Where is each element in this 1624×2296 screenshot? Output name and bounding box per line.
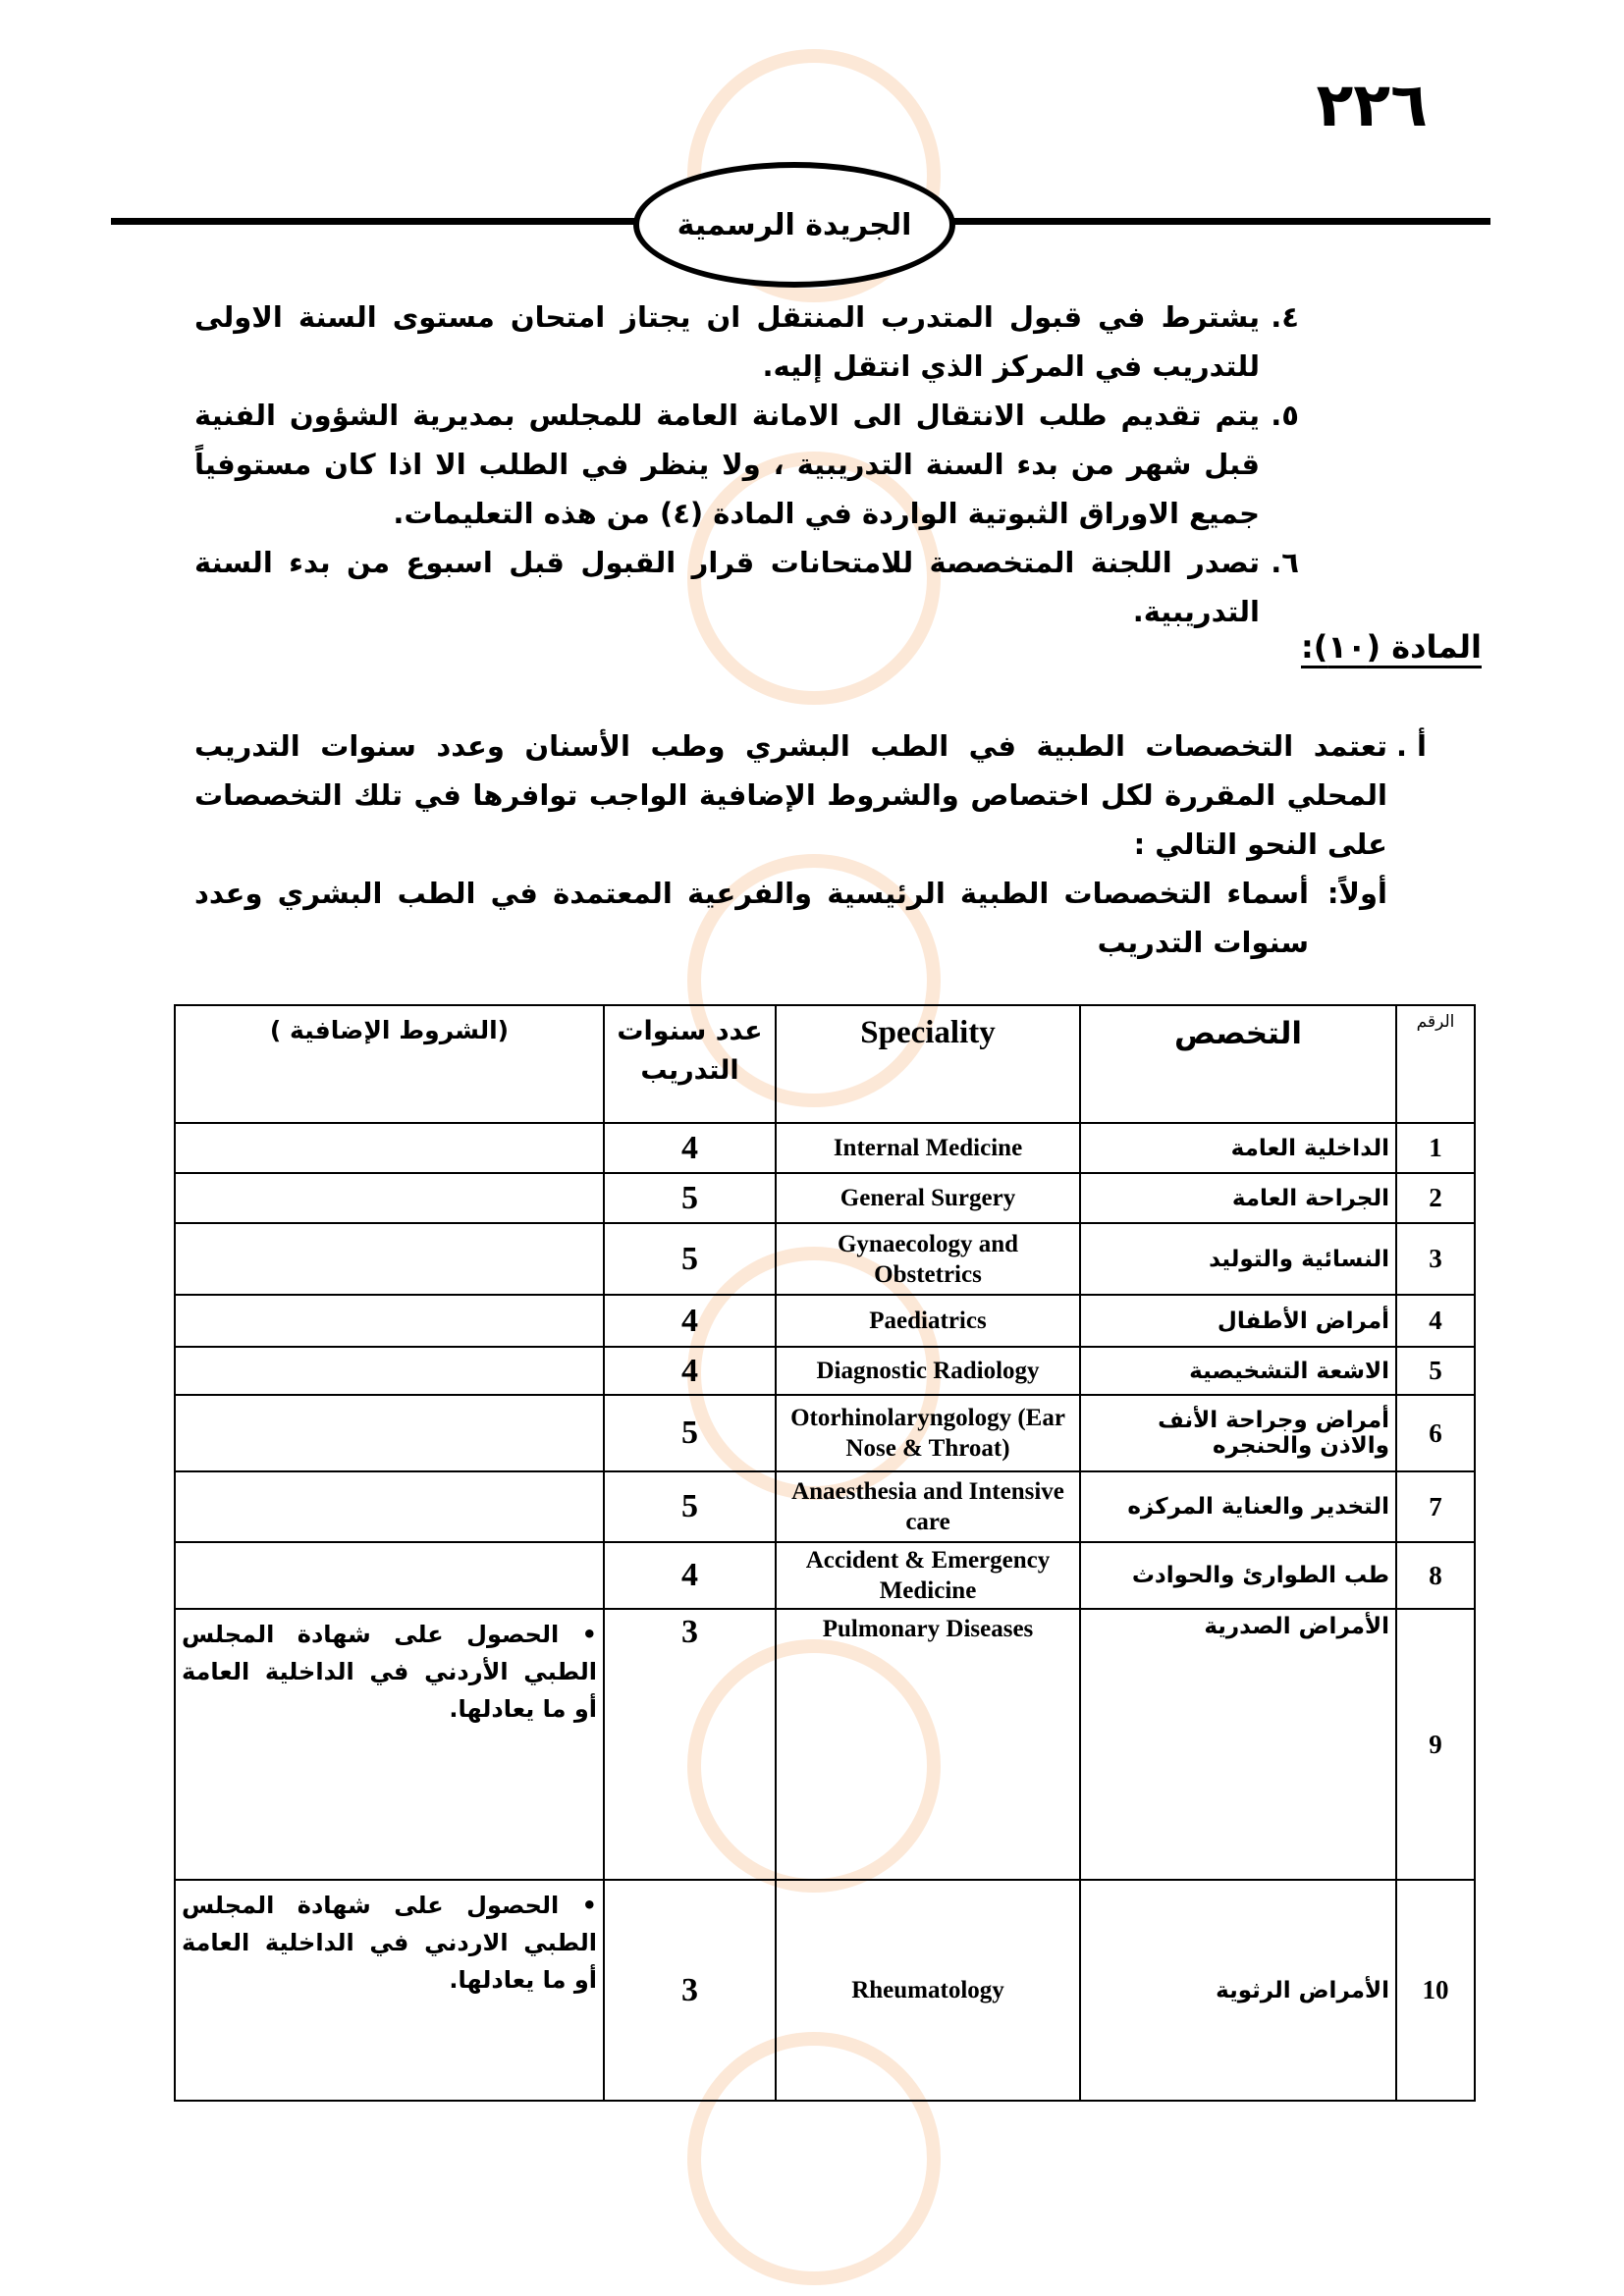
item-number: ٥. bbox=[1271, 399, 1299, 432]
training-years: 4 bbox=[604, 1123, 776, 1173]
gazette-title-oval bbox=[633, 162, 955, 288]
item-text: يتم تقديم طلب الانتقال الى الامانة العامة للمجلس بمديرية الشؤون الفنية قبل شهر من بدء السنة التدريبية ، ولا ينظر في الطلب الا اذا كان مستوفياً جميع الاوراق الثبوتية الواردة في المادة (٤) من هذه التعليمات. bbox=[194, 399, 1260, 530]
article-heading: المادة (١٠): bbox=[1300, 628, 1482, 666]
conditions bbox=[175, 1347, 604, 1395]
training-years: 4 bbox=[604, 1542, 776, 1609]
table-row bbox=[175, 1123, 1475, 1173]
specialty-ar: الجراحة العامة bbox=[1080, 1173, 1396, 1223]
training-years: 5 bbox=[604, 1395, 776, 1471]
row-number: 7 bbox=[1396, 1471, 1475, 1542]
speciality-en: Otorhinolaryngology (Ear Nose & Throat) bbox=[776, 1395, 1080, 1471]
specialty-ar: التخدير والعناية المركزه bbox=[1080, 1471, 1396, 1542]
section-text: أسماء التخصصات الطبية الرئيسية والفرعية المعتمدة في الطب البشري وعدد سنوات التدريب bbox=[194, 877, 1309, 959]
table-row bbox=[175, 1395, 1475, 1471]
list-item bbox=[194, 538, 1299, 636]
conditions: • الحصول على شهادة المجلس الطبي الأردني في الداخلية العامة أو ما يعادلها. bbox=[175, 1609, 604, 1880]
conditions bbox=[175, 1295, 604, 1347]
row-number: 1 bbox=[1396, 1123, 1475, 1173]
speciality-en: Diagnostic Radiology bbox=[776, 1347, 1080, 1395]
clause-label: أ . bbox=[1395, 729, 1427, 763]
specialty-ar: الأمراض الصدرية bbox=[1080, 1609, 1396, 1880]
table-row bbox=[175, 1471, 1475, 1542]
specialty-ar: الأمراض الرثوية bbox=[1080, 1880, 1396, 2101]
section-first bbox=[194, 869, 1387, 967]
gazette-title: الجريدة الرسمية bbox=[677, 207, 912, 242]
training-years: 3 bbox=[604, 1609, 776, 1880]
row-number: 2 bbox=[1396, 1173, 1475, 1223]
training-years: 5 bbox=[604, 1173, 776, 1223]
item-number: ٤. bbox=[1271, 300, 1299, 334]
conditions bbox=[175, 1542, 604, 1609]
specialty-ar: أمراض وجراحة الأنف والاذن والحنجره bbox=[1080, 1395, 1396, 1471]
row-number: 4 bbox=[1396, 1295, 1475, 1347]
specialty-ar: الاشعة التشخيصية bbox=[1080, 1347, 1396, 1395]
row-number: 8 bbox=[1396, 1542, 1475, 1609]
header-number: الرقم bbox=[1396, 1005, 1475, 1123]
header-specialty-ar: التخصص bbox=[1080, 1005, 1396, 1123]
header-conditions: (الشروط الإضافية ) bbox=[175, 1005, 604, 1123]
row-number: 9 bbox=[1396, 1609, 1475, 1880]
page-number: ٢٢٦ bbox=[1316, 69, 1428, 140]
table-row bbox=[175, 1223, 1475, 1295]
speciality-en: Pulmonary Diseases bbox=[776, 1609, 1080, 1880]
header-years: عدد سنوات التدريب bbox=[604, 1005, 776, 1123]
speciality-en: Internal Medicine bbox=[776, 1123, 1080, 1173]
speciality-en: Accident & Emergency Medicine bbox=[776, 1542, 1080, 1609]
table-row bbox=[175, 1347, 1475, 1395]
training-years: 3 bbox=[604, 1880, 776, 2101]
speciality-en: General Surgery bbox=[776, 1173, 1080, 1223]
training-years: 4 bbox=[604, 1347, 776, 1395]
training-years: 5 bbox=[604, 1223, 776, 1295]
training-years: 5 bbox=[604, 1471, 776, 1542]
table-row bbox=[175, 1542, 1475, 1609]
table-row bbox=[175, 1880, 1475, 2101]
list-item bbox=[194, 293, 1299, 391]
specialty-ar: أمراض الأطفال bbox=[1080, 1295, 1396, 1347]
row-number: 10 bbox=[1396, 1880, 1475, 2101]
item-text: يشترط في قبول المتدرب المنتقل ان يجتاز امتحان مستوى السنة الاولى للتدريب في المركز الذي انتقل إليه. bbox=[194, 300, 1260, 383]
list-item bbox=[194, 391, 1299, 538]
training-years: 4 bbox=[604, 1295, 776, 1347]
specialty-ar: طب الطوارئ والحوادث bbox=[1080, 1542, 1396, 1609]
clause-text: تعتمد التخصصات الطبية في الطب البشري وطب الأسنان وعدد سنوات التدريب المحلي المقررة لكل اختصاص والشروط الإضافية الواجب توافرها في تلك التخصصات على النحو التالي : bbox=[194, 729, 1387, 861]
header-speciality-en: Speciality bbox=[776, 1005, 1080, 1123]
table-row bbox=[175, 1295, 1475, 1347]
specialty-ar: الداخلية العامة bbox=[1080, 1123, 1396, 1173]
speciality-en: Gynaecology and Obstetrics bbox=[776, 1223, 1080, 1295]
speciality-en: Anaesthesia and Intensive care bbox=[776, 1471, 1080, 1542]
item-text: تصدر اللجنة المتخصصة للامتحانات قرار القبول قبل اسبوع من بدء السنة التدريبية. bbox=[194, 546, 1260, 628]
table-row bbox=[175, 1173, 1475, 1223]
conditions bbox=[175, 1395, 604, 1471]
conditions bbox=[175, 1173, 604, 1223]
section-label: أولاً: bbox=[1326, 877, 1387, 910]
row-number: 5 bbox=[1396, 1347, 1475, 1395]
table-header-row bbox=[175, 1005, 1475, 1123]
row-number: 3 bbox=[1396, 1223, 1475, 1295]
specialty-ar: النسائية والتوليد bbox=[1080, 1223, 1396, 1295]
speciality-en: Rheumatology bbox=[776, 1880, 1080, 2101]
specialties-table bbox=[174, 1004, 1476, 2102]
clause-a bbox=[194, 721, 1427, 869]
row-number: 6 bbox=[1396, 1395, 1475, 1471]
conditions bbox=[175, 1123, 604, 1173]
conditions bbox=[175, 1471, 604, 1542]
conditions bbox=[175, 1223, 604, 1295]
table-row bbox=[175, 1609, 1475, 1880]
item-number: ٦. bbox=[1271, 546, 1299, 579]
conditions: • الحصول على شهادة المجلس الطبي الاردني في الداخلية العامة أو ما يعادلها. bbox=[175, 1880, 604, 2101]
speciality-en: Paediatrics bbox=[776, 1295, 1080, 1347]
items-list bbox=[194, 293, 1299, 636]
